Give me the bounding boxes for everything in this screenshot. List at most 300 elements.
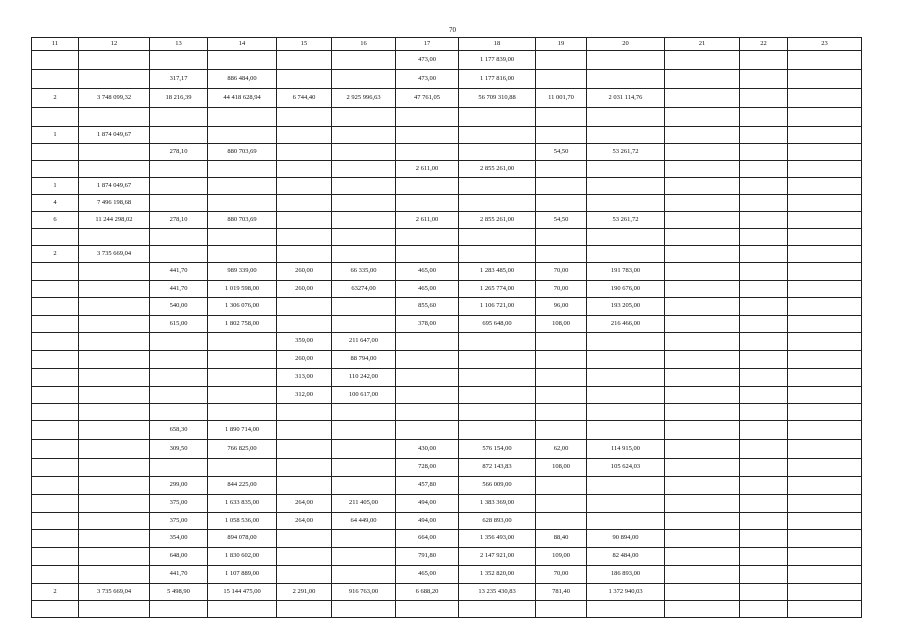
table-row — [32, 548, 862, 566]
table-cell — [332, 298, 396, 316]
table-cell: 108,00 — [536, 316, 587, 333]
table-cell — [665, 530, 740, 548]
table-cell — [459, 195, 536, 212]
table-cell: 855,60 — [396, 298, 459, 316]
table-cell — [277, 178, 332, 195]
table-row — [32, 263, 862, 281]
table-cell — [277, 108, 332, 127]
table-cell — [459, 333, 536, 351]
table-cell — [788, 369, 862, 387]
table-cell — [587, 421, 665, 440]
table-row — [32, 229, 862, 246]
table-cell — [32, 51, 79, 70]
table-cell: 109,00 — [536, 548, 587, 566]
table-cell — [79, 566, 150, 584]
table-cell — [150, 229, 208, 246]
table-cell — [332, 144, 396, 161]
data-table — [31, 37, 862, 618]
table-cell — [665, 333, 740, 351]
table-cell — [150, 195, 208, 212]
table-cell — [332, 51, 396, 70]
table-cell: 53 261,72 — [587, 212, 665, 229]
table-cell — [277, 212, 332, 229]
table-cell — [32, 161, 79, 178]
table-cell — [788, 495, 862, 513]
table-cell: 1 — [32, 127, 79, 144]
table-cell — [208, 601, 277, 618]
table-cell: 457,80 — [396, 477, 459, 495]
table-cell — [587, 178, 665, 195]
table-cell — [740, 161, 788, 178]
table-row — [32, 70, 862, 89]
table-cell — [788, 513, 862, 530]
table-cell — [788, 548, 862, 566]
table-cell — [536, 229, 587, 246]
table-cell — [536, 178, 587, 195]
table-cell — [740, 144, 788, 161]
table-row — [32, 281, 862, 298]
table-cell — [332, 246, 396, 263]
table-cell: 82 484,00 — [587, 548, 665, 566]
table-cell — [587, 70, 665, 89]
table-cell: 695 648,00 — [459, 316, 536, 333]
table-cell: 110 242,00 — [332, 369, 396, 387]
table-cell — [277, 566, 332, 584]
table-cell: 1 874 049,67 — [79, 178, 150, 195]
table-cell: 44 418 628,94 — [208, 89, 277, 108]
table-cell — [332, 195, 396, 212]
table-cell: 2 147 921,00 — [459, 548, 536, 566]
table-cell — [208, 387, 277, 404]
table-cell — [536, 369, 587, 387]
table-cell: 264,00 — [277, 495, 332, 513]
table-cell — [208, 351, 277, 369]
table-cell: 1 890 714,00 — [208, 421, 277, 440]
table-cell — [740, 440, 788, 459]
table-cell — [587, 108, 665, 127]
table-cell — [150, 127, 208, 144]
table-cell: 15 144 475,00 — [208, 584, 277, 601]
table-cell: 54,50 — [536, 144, 587, 161]
header-cell: 11 — [32, 38, 79, 51]
table-cell — [665, 127, 740, 144]
table-cell: 1 265 774,00 — [459, 281, 536, 298]
table-cell: 6 688,20 — [396, 584, 459, 601]
table-cell: 312,00 — [277, 387, 332, 404]
table-cell — [150, 459, 208, 477]
table-cell — [740, 404, 788, 421]
table-cell — [788, 584, 862, 601]
table-cell — [32, 108, 79, 127]
table-cell: 3 735 669,04 — [79, 584, 150, 601]
table-cell: 1 372 940,03 — [587, 584, 665, 601]
table-cell — [788, 127, 862, 144]
table-cell — [32, 548, 79, 566]
table-cell — [396, 369, 459, 387]
table-cell — [536, 513, 587, 530]
table-cell — [587, 246, 665, 263]
table-cell: 576 154,00 — [459, 440, 536, 459]
table-cell — [536, 404, 587, 421]
table-cell — [740, 530, 788, 548]
table-cell — [79, 263, 150, 281]
table-cell — [396, 246, 459, 263]
table-cell — [740, 421, 788, 440]
table-cell — [788, 351, 862, 369]
table-cell — [277, 298, 332, 316]
table-cell — [79, 161, 150, 178]
table-cell: 53 261,72 — [587, 144, 665, 161]
table-cell — [79, 281, 150, 298]
table-cell — [740, 108, 788, 127]
table-cell — [277, 195, 332, 212]
table-cell — [587, 477, 665, 495]
table-cell — [665, 263, 740, 281]
header-row — [32, 38, 862, 51]
table-cell: 63274,00 — [332, 281, 396, 298]
table-cell: 2 855 261,00 — [459, 161, 536, 178]
table-cell — [332, 477, 396, 495]
table-cell — [788, 477, 862, 495]
table-cell — [208, 178, 277, 195]
table-cell — [32, 440, 79, 459]
table-cell: 70,00 — [536, 281, 587, 298]
table-cell — [150, 246, 208, 263]
table-cell — [740, 127, 788, 144]
table-cell: 615,00 — [150, 316, 208, 333]
table-cell — [740, 584, 788, 601]
table-cell — [32, 298, 79, 316]
table-cell — [208, 333, 277, 351]
table-cell — [332, 229, 396, 246]
table-cell — [665, 601, 740, 618]
table-cell: 186 893,00 — [587, 566, 665, 584]
table-cell: 473,00 — [396, 51, 459, 70]
table-cell — [788, 281, 862, 298]
table-cell: 1 177 839,00 — [459, 51, 536, 70]
table-cell — [587, 387, 665, 404]
table-cell — [665, 212, 740, 229]
table-cell: 1 058 536,00 — [208, 513, 277, 530]
table-cell — [208, 195, 277, 212]
table-cell — [332, 70, 396, 89]
table-cell — [32, 144, 79, 161]
table-cell: 728,00 — [396, 459, 459, 477]
table-cell: 13 235 430,83 — [459, 584, 536, 601]
table-cell — [79, 530, 150, 548]
table-row — [32, 246, 862, 263]
table-row — [32, 178, 862, 195]
table-row — [32, 459, 862, 477]
table-cell — [79, 404, 150, 421]
table-row — [32, 108, 862, 127]
table-cell — [332, 459, 396, 477]
table-cell — [536, 387, 587, 404]
header-cell: 22 — [740, 38, 788, 51]
table-cell — [740, 477, 788, 495]
table-cell — [32, 333, 79, 351]
table-cell: 260,00 — [277, 351, 332, 369]
table-cell: 88 794,00 — [332, 351, 396, 369]
table-cell — [665, 513, 740, 530]
table-cell — [32, 421, 79, 440]
table-cell: 375,00 — [150, 495, 208, 513]
table-cell: 540,00 — [150, 298, 208, 316]
table-cell — [740, 316, 788, 333]
table-cell: 430,00 — [396, 440, 459, 459]
table-cell: 766 825,00 — [208, 440, 277, 459]
table-cell — [79, 333, 150, 351]
table-cell — [665, 421, 740, 440]
table-cell — [32, 229, 79, 246]
table-cell — [32, 601, 79, 618]
table-cell — [208, 404, 277, 421]
table-cell — [587, 404, 665, 421]
table-cell — [536, 351, 587, 369]
table-cell — [740, 263, 788, 281]
table-row — [32, 333, 862, 351]
table-cell — [665, 459, 740, 477]
table-cell — [396, 404, 459, 421]
table-cell — [665, 229, 740, 246]
table-cell: 193 205,00 — [587, 298, 665, 316]
table-cell: 494,00 — [396, 495, 459, 513]
table-cell — [788, 404, 862, 421]
table-cell: 56 709 310,88 — [459, 89, 536, 108]
table-row — [32, 421, 862, 440]
table-cell: 260,00 — [277, 281, 332, 298]
table-cell — [740, 495, 788, 513]
table-cell: 886 484,00 — [208, 70, 277, 89]
table-row — [32, 127, 862, 144]
table-cell: 375,00 — [150, 513, 208, 530]
table-cell — [79, 351, 150, 369]
table-cell — [587, 351, 665, 369]
table-row — [32, 195, 862, 212]
table-cell — [79, 229, 150, 246]
table-cell — [32, 566, 79, 584]
table-cell — [396, 195, 459, 212]
table-cell — [150, 387, 208, 404]
table-cell — [788, 246, 862, 263]
table-cell — [665, 404, 740, 421]
table-cell: 359,00 — [277, 333, 332, 351]
table-row — [32, 601, 862, 618]
table-cell — [788, 298, 862, 316]
table-cell — [332, 127, 396, 144]
table-cell: 11 001,70 — [536, 89, 587, 108]
table-cell — [32, 495, 79, 513]
table-cell: 2 — [32, 89, 79, 108]
table-cell — [740, 459, 788, 477]
table-cell — [277, 70, 332, 89]
table-cell — [665, 281, 740, 298]
table-cell — [536, 246, 587, 263]
table-cell — [32, 281, 79, 298]
table-cell — [396, 127, 459, 144]
header-cell: 21 — [665, 38, 740, 51]
table-cell — [396, 351, 459, 369]
table-cell: 1 356 493,00 — [459, 530, 536, 548]
table-cell: 2 855 261,00 — [459, 212, 536, 229]
table-cell — [788, 144, 862, 161]
table-cell: 1 283 485,00 — [459, 263, 536, 281]
table-cell: 844 225,00 — [208, 477, 277, 495]
table-cell — [208, 459, 277, 477]
table-cell — [459, 229, 536, 246]
table-cell — [665, 298, 740, 316]
table-cell: 211 647,00 — [332, 333, 396, 351]
table-cell — [332, 421, 396, 440]
table-cell: 2 — [32, 584, 79, 601]
table-cell: 465,00 — [396, 566, 459, 584]
table-cell: 4 — [32, 195, 79, 212]
table-row — [32, 530, 862, 548]
table-cell — [332, 404, 396, 421]
header-cell: 23 — [788, 38, 862, 51]
table-cell — [740, 369, 788, 387]
table-cell — [277, 229, 332, 246]
table-cell — [740, 566, 788, 584]
table-cell — [665, 566, 740, 584]
table-cell — [150, 51, 208, 70]
table-cell: 11 244 298,02 — [79, 212, 150, 229]
table-cell — [396, 421, 459, 440]
table-cell — [788, 316, 862, 333]
table-cell — [332, 566, 396, 584]
table-cell — [150, 404, 208, 421]
table-cell — [150, 108, 208, 127]
table-cell — [788, 263, 862, 281]
table-cell — [277, 530, 332, 548]
table-cell: 260,00 — [277, 263, 332, 281]
table-cell: 880 703,69 — [208, 212, 277, 229]
table-cell: 54,50 — [536, 212, 587, 229]
table-cell — [277, 51, 332, 70]
table-cell — [740, 70, 788, 89]
table-cell: 658,30 — [150, 421, 208, 440]
table-cell — [79, 440, 150, 459]
table-row — [32, 566, 862, 584]
table-row — [32, 161, 862, 178]
table-cell: 1 383 369,00 — [459, 495, 536, 513]
table-cell — [740, 601, 788, 618]
table-cell — [665, 369, 740, 387]
table-cell — [788, 566, 862, 584]
table-cell — [665, 70, 740, 89]
table-cell — [459, 404, 536, 421]
table-cell — [587, 195, 665, 212]
header-cell: 16 — [332, 38, 396, 51]
table-cell — [396, 333, 459, 351]
table-cell — [79, 144, 150, 161]
table-cell — [665, 195, 740, 212]
table-cell — [536, 601, 587, 618]
table-cell — [459, 144, 536, 161]
table-cell — [740, 195, 788, 212]
table-cell: 894 078,00 — [208, 530, 277, 548]
table-cell: 465,00 — [396, 263, 459, 281]
table-cell — [665, 51, 740, 70]
table-cell — [79, 298, 150, 316]
table-cell — [459, 351, 536, 369]
table-cell: 354,00 — [150, 530, 208, 548]
table-row — [32, 212, 862, 229]
table-cell: 2 611,00 — [396, 212, 459, 229]
table-cell — [79, 421, 150, 440]
table-cell — [150, 351, 208, 369]
table-cell: 96,00 — [536, 298, 587, 316]
table-cell — [788, 229, 862, 246]
table-row — [32, 584, 862, 601]
table-cell: 3 748 099,32 — [79, 89, 150, 108]
header-cell: 17 — [396, 38, 459, 51]
table-cell — [788, 108, 862, 127]
table-cell — [32, 70, 79, 89]
table-row — [32, 298, 862, 316]
table-row — [32, 144, 862, 161]
table-cell: 1 — [32, 178, 79, 195]
table-cell — [277, 144, 332, 161]
table-cell: 1 802 758,00 — [208, 316, 277, 333]
table-cell — [665, 161, 740, 178]
table-cell — [150, 178, 208, 195]
table-cell — [665, 387, 740, 404]
table-cell: 191 783,00 — [587, 263, 665, 281]
table-cell: 880 703,69 — [208, 144, 277, 161]
table-cell: 1 107 889,00 — [208, 566, 277, 584]
table-cell: 1 106 721,00 — [459, 298, 536, 316]
table-cell — [459, 246, 536, 263]
table-cell — [665, 108, 740, 127]
table-cell — [277, 477, 332, 495]
table-cell — [740, 351, 788, 369]
table-cell: 47 761,05 — [396, 89, 459, 108]
table-cell — [79, 513, 150, 530]
table-cell: 494,00 — [396, 513, 459, 530]
table-cell — [587, 333, 665, 351]
table-cell: 441,70 — [150, 566, 208, 584]
table-cell: 1 177 816,00 — [459, 70, 536, 89]
table-cell — [587, 495, 665, 513]
table-cell — [277, 127, 332, 144]
table-cell: 441,70 — [150, 263, 208, 281]
table-cell — [587, 127, 665, 144]
table-cell: 114 915,00 — [587, 440, 665, 459]
table-cell — [587, 601, 665, 618]
table-cell: 1 633 835,00 — [208, 495, 277, 513]
table-cell — [396, 229, 459, 246]
table-cell — [788, 89, 862, 108]
table-cell: 441,70 — [150, 281, 208, 298]
table-cell — [665, 246, 740, 263]
table-cell — [277, 404, 332, 421]
table-cell — [665, 316, 740, 333]
table-cell — [79, 108, 150, 127]
table-cell — [32, 263, 79, 281]
table-cell — [150, 333, 208, 351]
table-cell — [32, 459, 79, 477]
table-cell — [788, 421, 862, 440]
table-row — [32, 51, 862, 70]
table-cell — [536, 195, 587, 212]
page-number: 70 — [449, 26, 456, 34]
table-cell: 6 — [32, 212, 79, 229]
header-cell: 20 — [587, 38, 665, 51]
table-cell — [79, 477, 150, 495]
table-cell — [150, 369, 208, 387]
table-cell — [665, 440, 740, 459]
